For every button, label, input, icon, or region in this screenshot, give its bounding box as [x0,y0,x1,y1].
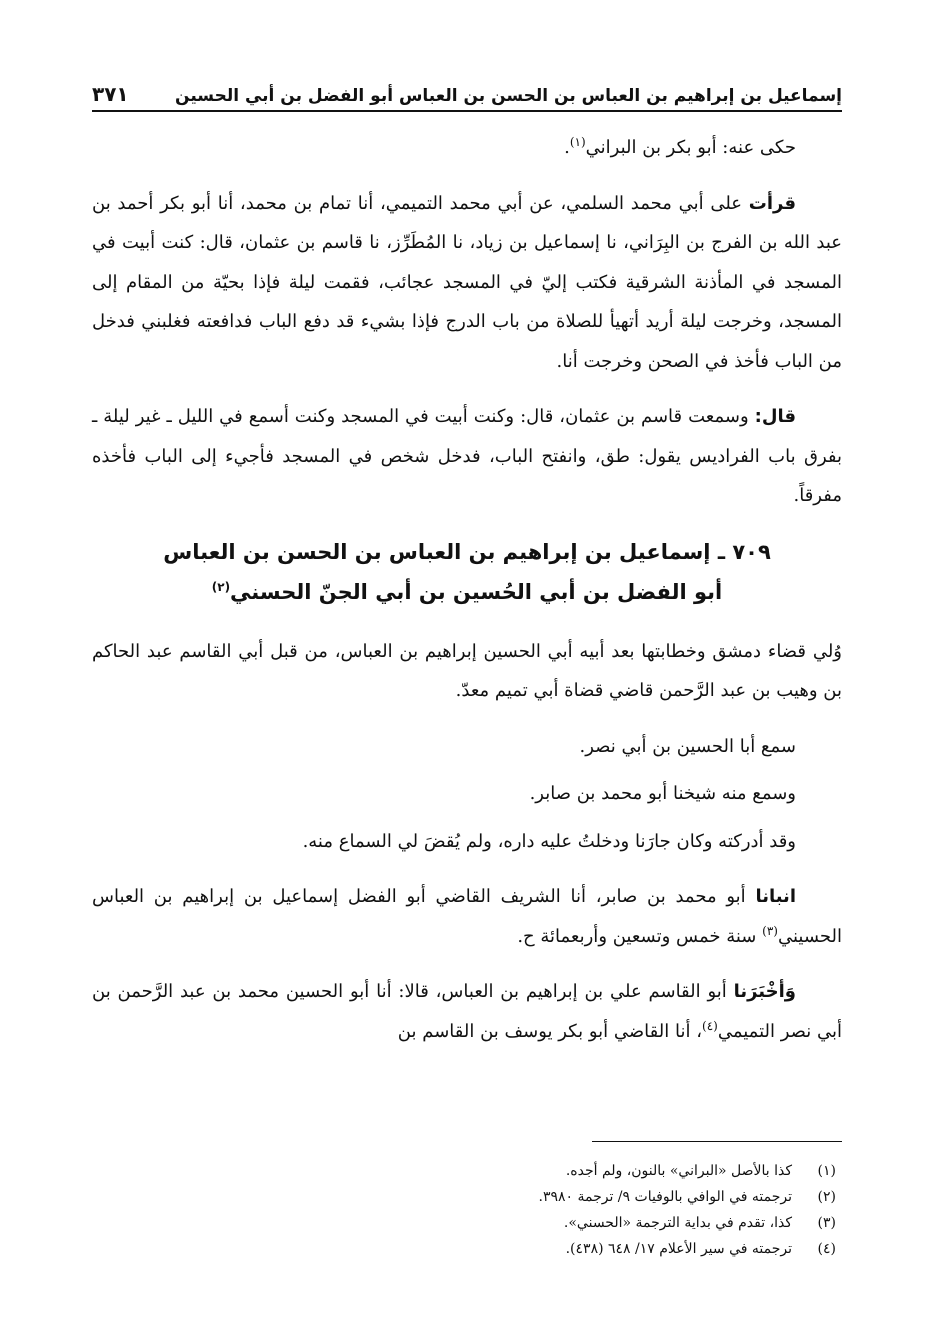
entry-heading-line-1: ٧٠٩ ـ إسماعيل بن إبراهيم بن العباس بن الحسن بن العباس [163,539,771,564]
entry-heading [92,532,842,612]
footnote-text: ترجمته في سير الأعلام ١٧/ ٦٤٨ (٤٣٨). [565,1241,792,1257]
footnote-text: كذا بالأصل «البراني» بالنون، ولم أجده. [565,1163,792,1179]
paragraph-qala: قال: وسمعت قاسم بن عثمان، قال: وكنت أبيت في المسجد وكنت أسمع في الليل ـ غير ليلة ـ بفرق باب الفراديس يقول: طق، وانفتح الباب، فدخل شخص في المسجد فأجيء إلى الباب فأخذه مفرقاً. [92,406,842,506]
lead-word: قال: [754,406,796,427]
footnote-3 [92,1210,842,1236]
running-header [92,72,842,112]
footnote-number: (٤) [817,1241,836,1257]
lead-word: قرأت [748,192,796,214]
footnote-number: (٢) [817,1189,836,1205]
paragraph-heard: سمع أبا الحسين بن أبي نصر. [579,735,796,757]
running-title: إسماعيل بن إبراهيم بن العباس بن الحسن بن العباس أبو الفضل بن أبي الحسين [175,86,842,106]
footnote-1 [92,1158,842,1184]
lead-word: انبانا [755,886,796,907]
footnote-divider [592,1141,842,1142]
footnote-ref-2: (٢) [211,579,231,594]
footnote-number: (١) [817,1163,836,1179]
footnote-2 [92,1184,842,1210]
footnote-text: كذا، تقدم في بداية الترجمة «الحسني». [563,1215,792,1231]
paragraph-met: وقد أدركته وكان جارَنا ودخلتُ عليه داره، ولم يُقضَ لي السماع منه. [302,830,796,852]
footnote-ref-1: (١) [569,135,586,149]
footnote-number: (٣) [817,1215,836,1231]
paragraph-appointment: وُلي قضاء دمشق وخطابتها بعد أبيه أبي الحسين إبراهيم بن العباس، من قبل أبي القاسم عبد الحاكم بن وهيب بن عبد الرَّحمن قاضي قضاة أبي تميم معدّ. [92,640,842,701]
lead-word: وَأخْبَرَنا [733,981,796,1002]
body-text [92,128,842,1067]
paragraph-chain-reading: قرأت على أبي محمد السلمي، عن أبي محمد التميمي، أنا تمام بن محمد، أنا أبو بكر أحمد بن عبد الله بن الفرج بن البِرَاني، نا إسماعيل بن زياد، نا المُطَرِّز، نا قاسم بن عثمان، قال: كنت أبيت في المسجد في المأذنة الشرقية فكتب إليّ في المسجد عجائب، فقمت ليلة فإذا بحيّة من المقام إلى المسجد، وخرجت ليلة أريد أتهيأ للصلاة من باب الدرج فإذا بشيء قد دفع الباب فدافعته فغلبني فدخل من الباب فأخذ في الصحن وخرجت أنا. [92,192,842,372]
footnote-ref-4: (٤) [702,1018,718,1033]
footnote-ref-3: (٣) [762,923,778,938]
footnote-4 [92,1236,842,1262]
footnotes [92,1158,842,1262]
paragraph-heard-from: وسمع منه شيخنا أبو محمد بن صابر. [529,783,796,804]
paragraph-narrated-by: حكى عنه: أبو بكر بن البراني$^{(١)}$. [564,135,796,158]
footnote-text: ترجمته في الوافي بالوفيات ٩/ ترجمة ٣٩٨٠. [538,1189,792,1205]
paragraph-anbana: انبانا أبو محمد بن صابر، أنا الشريف القاضي أبو الفضل إسماعيل بن إبراهيم بن العباس الحسيني$^{(٣)}$ سنة خمس وتسعين وأربعمائة ح. [92,886,842,947]
paragraph-akhbarana: وَأخْبَرَنا أبو القاسم علي بن إبراهيم بن العباس، قالا: أنا أبو الحسين محمد بن عبد الرَّحمن بن أبي نصر التميمي$^{(٤)}$، أنا القاضي أبو بكر يوسف بن القاسم بن [92,981,842,1042]
page-number: ٣٧١ [92,82,129,106]
entry-heading-line-2: أبو الفضل بن أبي الحُسين بن أبي الجنّ الحسني$^{(٢)}$ [211,579,723,604]
